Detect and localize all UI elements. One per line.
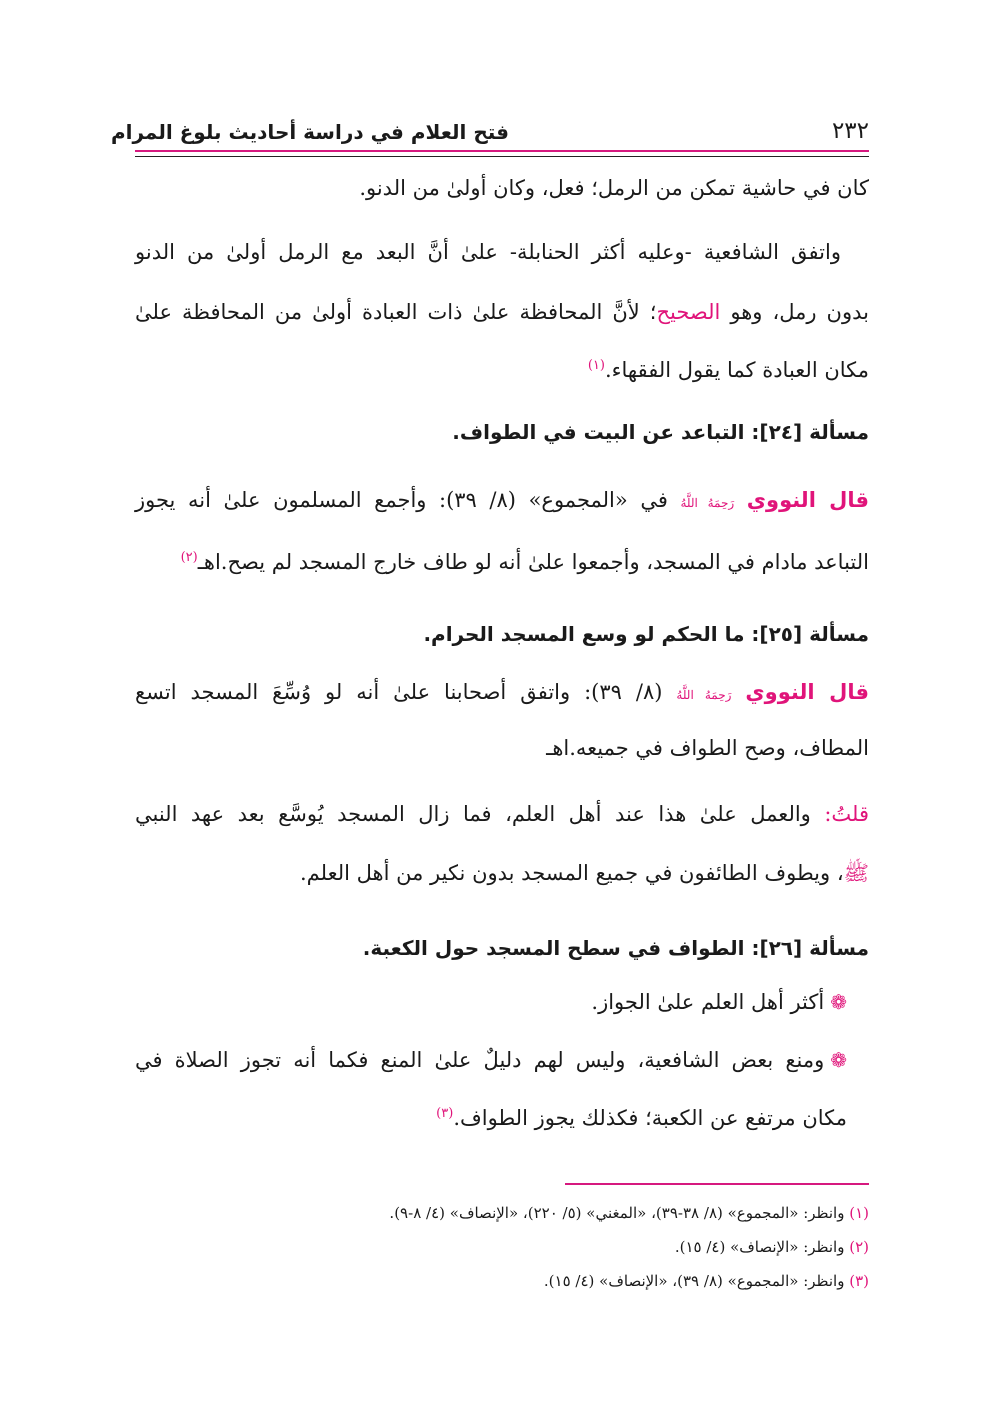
comment-text: والعمل علىٰ هذا عند أهل العلم، فما زال المسجد يُوسَّع بعد عهد النبي <box>135 802 825 826</box>
comment-line <box>135 860 869 891</box>
quote-line <box>135 488 869 512</box>
comment-line <box>135 802 869 826</box>
paragraph-text: ؛ لأنَّ المحافظة علىٰ ذات العبادة أولىٰ من المحافظة علىٰ <box>135 300 657 324</box>
comment-label: قلتُ: <box>824 802 869 826</box>
quote-line <box>135 736 869 760</box>
footnote-number: (٢) <box>849 1238 869 1256</box>
footnote-ref[interactable]: (٢) <box>180 550 198 565</box>
bullet-text: مكان مرتفع عن الكعبة؛ فكذلك يجوز الطواف. <box>453 1106 847 1130</box>
paragraph-line <box>135 176 869 200</box>
bullet-text: ومنع بعض الشافعية، وليس لهم دليلٌ علىٰ المنع فكما أنه تجوز الصلاة في <box>135 1048 825 1072</box>
issue-title: مسألة [٢٥]: ما الحكم لو وسع المسجد الحرام. <box>423 622 869 646</box>
paragraph-text: واتفق الشافعية -وعليه أكثر الحنابلة- علىٰ أنَّ البعد مع الرمل أولىٰ من الدنو <box>135 240 841 264</box>
page-number: ٢٣٢ <box>831 118 869 144</box>
book-page <box>110 0 869 1418</box>
flower-bullet-icon: ❁ <box>830 1048 847 1072</box>
quote-line <box>135 550 869 574</box>
footnote-number: (١) <box>849 1204 869 1222</box>
scholar-name: قال النووي <box>746 488 869 512</box>
bullet-text: أكثر أهل العلم علىٰ الجواز. <box>591 990 825 1014</box>
quote-text: التباعد مادام في المسجد، وأجمعوا علىٰ أنه لو طاف خارج المسجد لم يصح.اهـ <box>197 550 869 574</box>
footnote-separator <box>565 1183 869 1185</box>
quote-text: (٨/ ٣٩): واتفق أصحابنا علىٰ أنه لو وُسِّعَ المسجد اتسع <box>135 680 677 704</box>
book-title: فتح العلام في دراسة أحاديث بلوغ المرام <box>110 120 509 144</box>
paragraph-text: مكان العبادة كما يقول الفقهاء. <box>604 358 869 382</box>
header-rule-pink <box>135 150 869 152</box>
salutation-glyph: ﷺ <box>843 861 869 885</box>
quote-text: المطاف، وصح الطواف في جميعه.اهـ <box>546 736 869 760</box>
paragraph-text: كان في حاشية تمكن من الرمل؛ فعل، وكان أولىٰ من الدنو. <box>359 176 869 200</box>
issue-heading <box>135 622 869 646</box>
flower-bullet-icon: ❁ <box>830 990 847 1014</box>
scholar-name: قال النووي <box>745 680 869 704</box>
quote-line <box>135 680 869 704</box>
comment-text: ، ويطوف الطائفون في جميع المسجد بدون نكير من أهل العلم. <box>299 861 844 885</box>
footnote-ref[interactable]: (١) <box>587 358 605 373</box>
bullet-item <box>135 990 847 1014</box>
honorific: رَحِمَهُ اللَّهُ <box>680 496 735 510</box>
page-header <box>110 118 869 154</box>
paragraph-text: بدون رمل، وهو <box>720 300 869 324</box>
footnote <box>544 1272 869 1290</box>
paragraph-line <box>135 358 869 382</box>
issue-title: مسألة [٢٤]: التباعد عن البيت في الطواف. <box>452 420 869 444</box>
footnote-number: (٣) <box>849 1272 869 1290</box>
bullet-item <box>135 1048 847 1072</box>
footnote <box>389 1204 869 1222</box>
issue-heading <box>135 420 869 444</box>
bullet-item-continued <box>135 1106 847 1130</box>
footnote <box>675 1238 869 1256</box>
footnote-ref[interactable]: (٣) <box>436 1106 454 1121</box>
footnote-text: وانظر: «المجموع» (٨/ ٣٩)، «الإنصاف» (٤/ ١٥). <box>543 1272 850 1290</box>
footnote-text: وانظر: «الإنصاف» (٤/ ١٥). <box>674 1238 850 1256</box>
header-rule-black <box>135 156 869 157</box>
paragraph-line <box>135 240 841 264</box>
quote-text: في «المجموع» (٨/ ٣٩): وأجمع المسلمون علىٰ أنه يجوز <box>135 488 681 512</box>
issue-heading <box>135 936 869 960</box>
paragraph-line <box>135 300 869 324</box>
honorific: رَحِمَهُ اللَّهُ <box>676 688 732 702</box>
issue-title: مسألة [٢٦]: الطواف في سطح المسجد حول الكعبة. <box>362 936 869 960</box>
highlight-word: الصحيح <box>656 300 721 324</box>
footnote-text: وانظر: «المجموع» (٨/ ٣٨-٣٩)، «المغني» (٥/ ٢٢٠)، «الإنصاف» (٤/ ٨-٩). <box>389 1204 850 1222</box>
